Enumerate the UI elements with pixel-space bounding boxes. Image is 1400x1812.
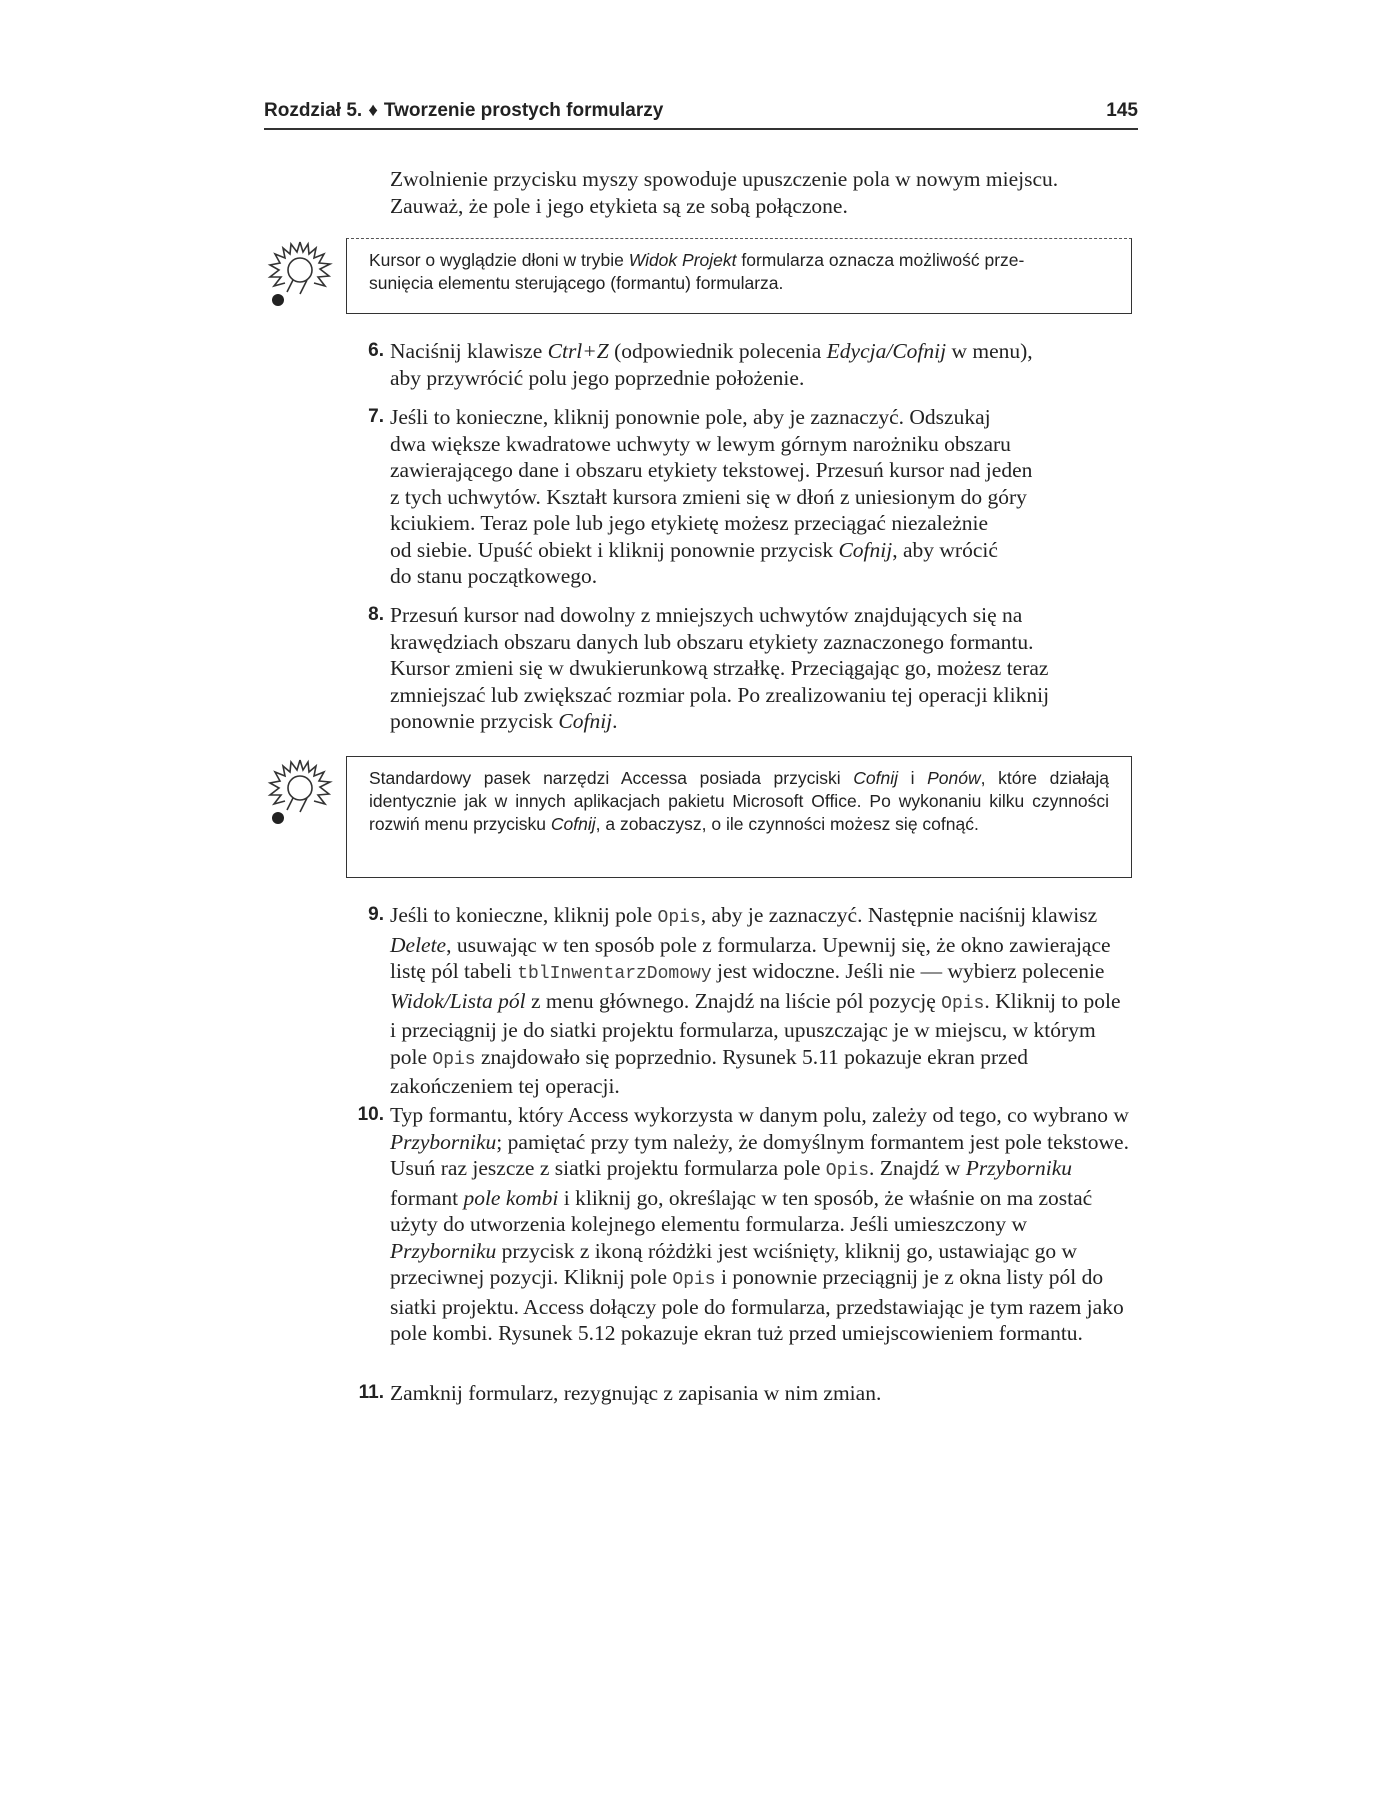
chapter-title: Rozdział 5. ♦ Tworzenie prostych formularzy [264, 100, 664, 121]
lightbulb-tip-icon [262, 756, 338, 832]
step-number: 10. [357, 1104, 384, 1125]
step-number: 7. [368, 406, 384, 427]
page-number: 145 [1106, 100, 1138, 121]
step-number: 6. [368, 340, 384, 361]
step-number: 8. [368, 604, 384, 625]
running-header [264, 100, 1138, 130]
step-number: 11. [358, 1382, 384, 1403]
tip-note-1: Kursor o wyglądzie dłoni w trybie Widok Projekt formularza oznacza możliwość prze- sunięcia elementu sterującego (formantu) formularza. [346, 238, 1132, 314]
intro-paragraph: Zwolnienie przycisku myszy spowoduje upuszczenie pola w nowym miejscu. Zauważ, że pole i jego etykieta są ze sobą połączone. [390, 167, 1059, 218]
tip-note-2: Standardowy pasek narzędzi Accessa posiada przyciski Cofnij i Ponów, które działają identycznie jak w innych aplikacjach pakietu Microsoft Office. Po wykonaniu kilku czynności rozwiń menu przycisku Cofnij, a zobaczysz, o ile czynności możesz się cofnąć. [346, 756, 1132, 878]
lightbulb-tip-icon [262, 238, 338, 314]
step-number: 9. [368, 904, 384, 925]
